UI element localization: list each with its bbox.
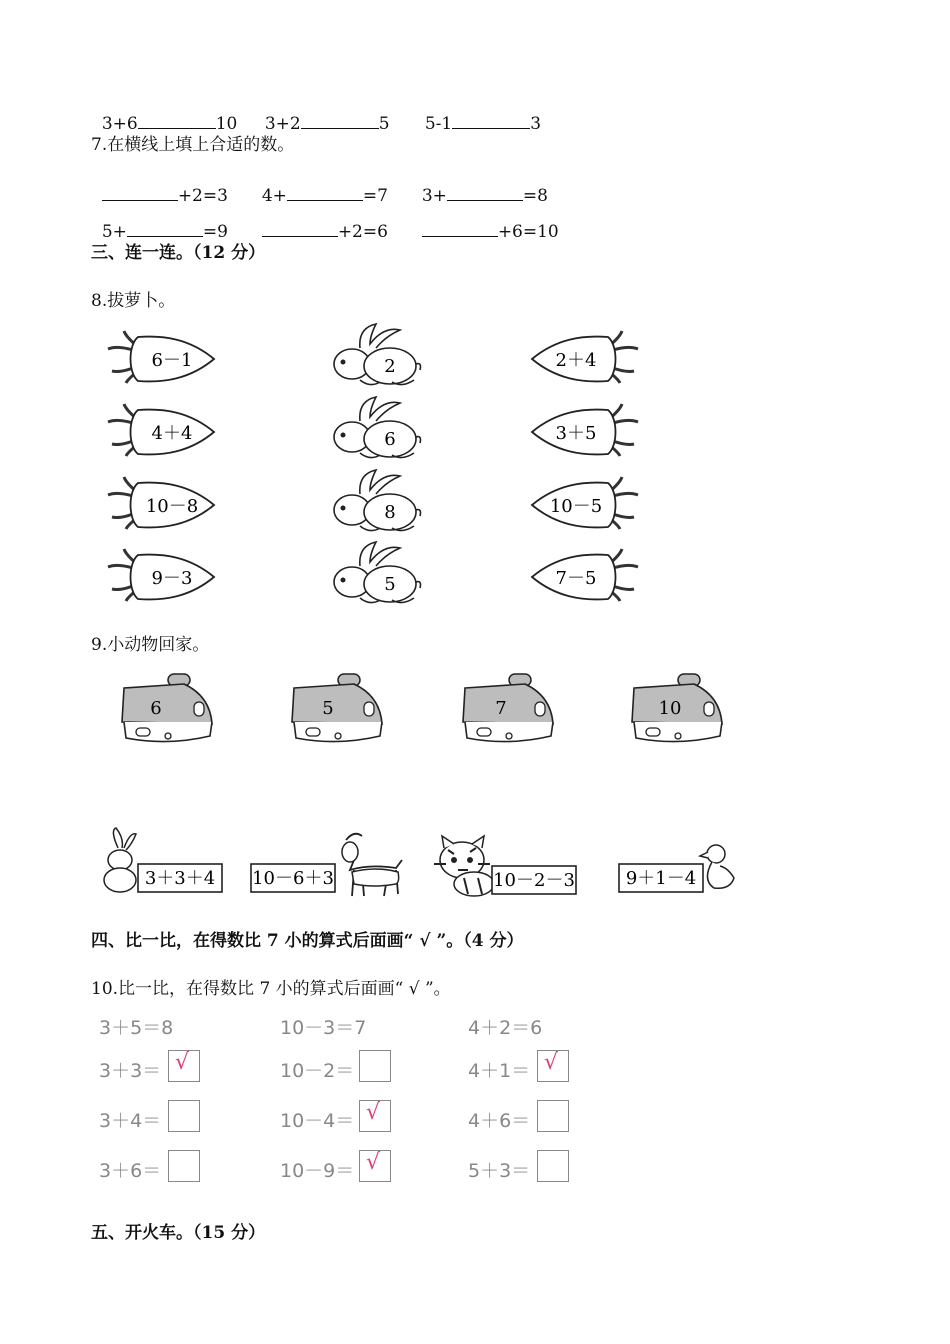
compare-expression: 3＋4＝	[99, 1110, 162, 1132]
animal-expression: 3＋3＋4	[144, 868, 216, 889]
house-number: 5	[322, 698, 334, 719]
house-number: 6	[150, 698, 162, 719]
q7-item	[411, 202, 559, 242]
q7-item	[91, 202, 228, 242]
example-equation: 10－3＝7	[280, 1017, 367, 1039]
q10-title: 10.比一比，在得数比 7 小的算式后面画“ √ ”。	[91, 979, 451, 999]
rabbit-sign[interactable]	[96, 826, 226, 894]
rabbit[interactable]	[330, 395, 422, 461]
q7-post: =7	[362, 186, 388, 206]
q7-post: +2=3	[177, 186, 228, 206]
rabbit[interactable]	[330, 468, 422, 534]
answer-box[interactable]	[168, 1150, 200, 1182]
q8-title: 8.拔萝卜。	[91, 291, 176, 311]
duck-sign[interactable]	[618, 840, 738, 896]
left-carrot[interactable]	[104, 406, 216, 458]
left-carrot[interactable]	[104, 551, 216, 603]
rabbit-number: 6	[384, 429, 396, 450]
carrot-expression: 6－1	[151, 350, 193, 371]
rabbit-number: 5	[384, 574, 396, 595]
cat-sign[interactable]	[428, 834, 578, 898]
q6-right: 10	[215, 114, 238, 134]
q6-left: 5-1	[424, 114, 453, 134]
q7-title: 7.在横线上填上合适的数。	[91, 135, 295, 155]
answer-box[interactable]	[537, 1050, 569, 1082]
right-carrot[interactable]	[530, 406, 642, 458]
house[interactable]	[288, 672, 392, 748]
answer-box[interactable]	[359, 1150, 391, 1182]
right-carrot[interactable]	[530, 551, 642, 603]
q9-title: 9.小动物回家。	[91, 635, 210, 655]
answer-box[interactable]	[537, 1150, 569, 1182]
q6-right: 3	[530, 114, 542, 134]
compare-expression: 4＋1＝	[468, 1060, 531, 1082]
q6-item-1	[91, 94, 237, 134]
compare-expression: 3＋3＝	[99, 1060, 162, 1082]
q7-item	[251, 166, 388, 206]
q7-item	[411, 166, 548, 206]
carrot-expression: 9－3	[151, 568, 193, 589]
check-mark: √	[544, 1050, 559, 1075]
answer-blank[interactable]	[262, 222, 338, 237]
compare-expression: 3＋6＝	[99, 1160, 162, 1182]
q7-pre: 5+	[101, 222, 127, 242]
compare-expression: 10－9＝	[280, 1160, 355, 1182]
answer-blank[interactable]	[422, 222, 498, 237]
answer-box[interactable]	[537, 1100, 569, 1132]
carrot-expression: 7－5	[555, 568, 597, 589]
q7-post: =8	[522, 186, 548, 206]
right-carrot[interactable]	[530, 333, 642, 385]
answer-blank[interactable]	[287, 186, 363, 201]
section-3-heading: 三、连一连。（12 分）	[91, 243, 266, 263]
example-equation: 3＋5＝8	[99, 1017, 174, 1039]
answer-box[interactable]	[168, 1050, 200, 1082]
q7-pre: 4+	[261, 186, 287, 206]
answer-box[interactable]	[168, 1100, 200, 1132]
house[interactable]	[459, 672, 563, 748]
house[interactable]	[628, 672, 732, 748]
rabbit-number: 2	[384, 356, 396, 377]
q6-item-3	[414, 94, 541, 134]
answer-box[interactable]	[359, 1050, 391, 1082]
check-mark: √	[366, 1150, 381, 1175]
animal-expression: 10－6＋3	[252, 868, 334, 889]
answer-blank[interactable]	[301, 114, 379, 129]
answer-box[interactable]	[359, 1100, 391, 1132]
carrot-expression: 3＋5	[555, 423, 597, 444]
compare-expression: 10－4＝	[280, 1110, 355, 1132]
answer-blank[interactable]	[447, 186, 523, 201]
q7-post: +6=10	[497, 222, 559, 242]
q7-pre: 3+	[421, 186, 447, 206]
goat-sign[interactable]	[250, 830, 408, 900]
house-number: 10	[658, 698, 682, 719]
compare-expression: 5＋3＝	[468, 1160, 531, 1182]
check-mark: √	[175, 1050, 190, 1075]
answer-blank[interactable]	[102, 186, 178, 201]
q6-item-2	[254, 94, 390, 134]
left-carrot[interactable]	[104, 479, 216, 531]
q7-post: +2=6	[337, 222, 388, 242]
carrot-expression: 10－8	[145, 496, 199, 517]
carrot-expression: 4＋4	[151, 423, 193, 444]
rabbit-number: 8	[384, 502, 396, 523]
rabbit[interactable]	[330, 322, 422, 388]
house[interactable]	[118, 672, 222, 748]
animal-expression: 10－2－3	[493, 870, 575, 891]
animal-expression: 9＋1－4	[625, 868, 697, 889]
q7-item	[91, 166, 228, 206]
answer-blank[interactable]	[452, 114, 530, 129]
house-number: 7	[495, 698, 507, 719]
section-4-heading: 四、比一比，在得数比 7 小的算式后面画“ √ ”。（4 分）	[91, 931, 524, 951]
carrot-expression: 10－5	[549, 496, 603, 517]
carrot-expression: 2＋4	[555, 350, 597, 371]
q6-left: 3+6	[101, 114, 138, 134]
right-carrot[interactable]	[530, 479, 642, 531]
compare-expression: 10－2＝	[280, 1060, 355, 1082]
answer-blank[interactable]	[138, 114, 216, 129]
left-carrot[interactable]	[104, 333, 216, 385]
section-5-heading: 五、开火车。（15 分）	[91, 1223, 266, 1243]
example-equation: 4＋2＝6	[468, 1017, 543, 1039]
check-mark: √	[366, 1100, 381, 1125]
q7-item	[251, 202, 388, 242]
q6-right: 5	[378, 114, 390, 134]
q6-left: 3+2	[264, 114, 301, 134]
q7-post: =9	[202, 222, 228, 242]
answer-blank[interactable]	[127, 222, 203, 237]
rabbit[interactable]	[330, 540, 422, 606]
compare-expression: 4＋6＝	[468, 1110, 531, 1132]
